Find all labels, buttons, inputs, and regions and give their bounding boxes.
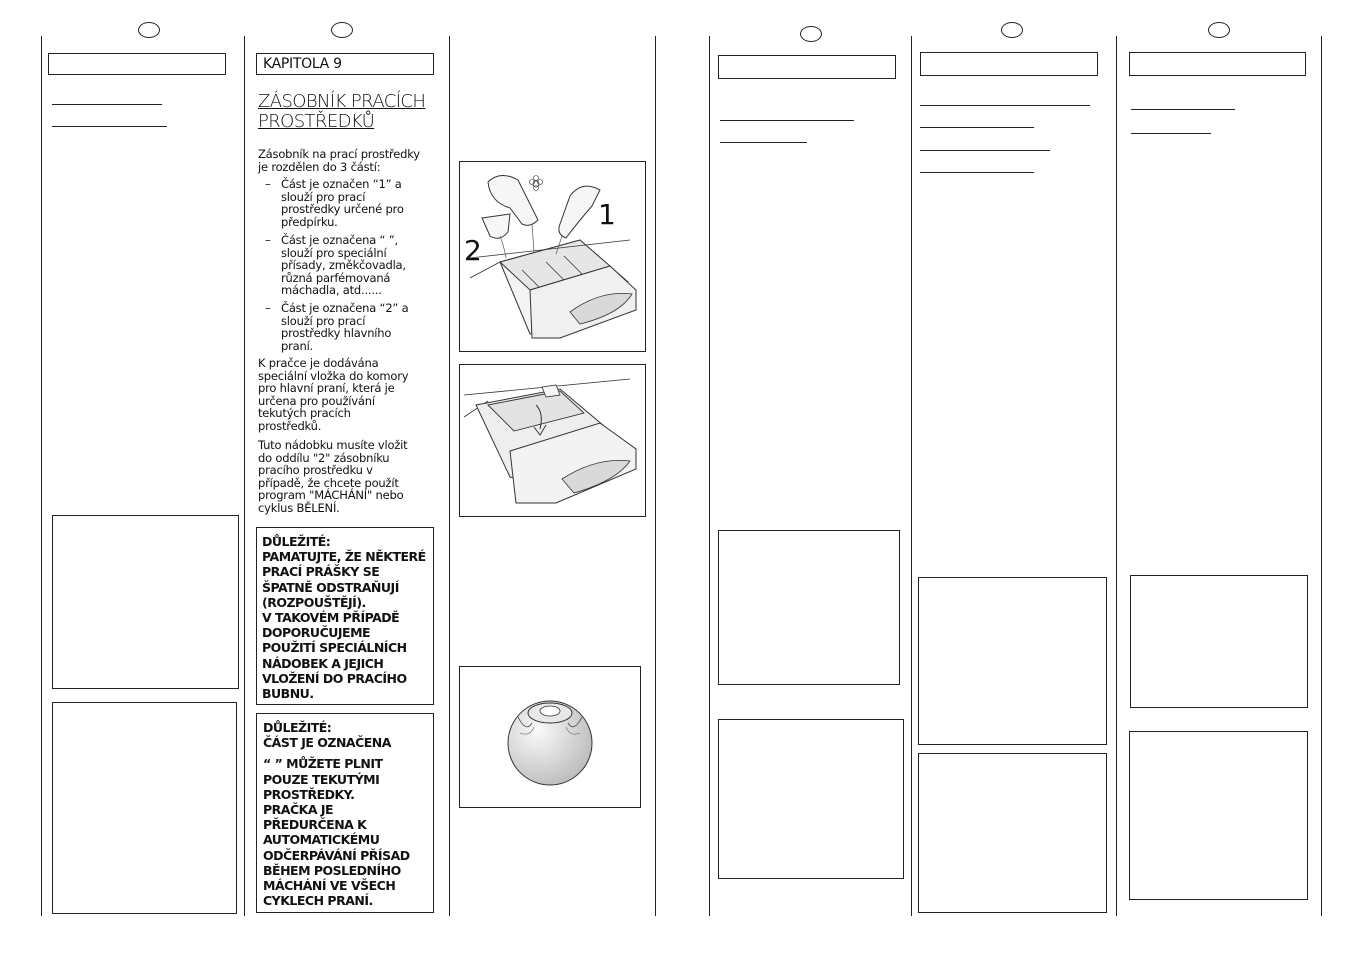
warning-line: DOPORUČUJEME xyxy=(262,625,371,641)
text-line: pracího prostředku v xyxy=(258,463,373,477)
warning-line: POUŽITÍ SPECIÁLNÍCH xyxy=(262,640,407,656)
warning-line: AUTOMATICKÉMU xyxy=(263,832,380,848)
heading-underline xyxy=(52,104,162,105)
text-line: slouží pro prací xyxy=(281,189,366,204)
dispenser-fill-illustration xyxy=(459,161,646,352)
page-marker xyxy=(1208,22,1230,38)
section-title xyxy=(258,92,448,132)
notice-box xyxy=(718,530,900,685)
warning-line: PAMATUJTE, ŽE NĚKTERÉ xyxy=(262,549,426,565)
column-divider xyxy=(655,36,656,916)
text-line: program "MÁCHÁNÍ" nebo xyxy=(258,488,404,502)
text-line: určena pro používání xyxy=(258,393,375,408)
dispenser-drawing xyxy=(460,162,644,350)
page-marker xyxy=(331,22,353,38)
heading-underline xyxy=(920,127,1034,128)
compartment-label-2: 2 xyxy=(464,234,482,267)
detergent-ball-icon xyxy=(460,667,640,807)
column-divider xyxy=(1321,36,1322,916)
heading-underline xyxy=(1131,133,1211,134)
warning-line: BĚHEM POSLEDNÍHO xyxy=(263,862,401,878)
text-line: různá parfémovaná xyxy=(281,270,391,285)
text-line: Část je označena “ ”, xyxy=(281,233,398,247)
text-line: případě, že chcete použít xyxy=(258,475,399,490)
text-line: tekutých pracích xyxy=(258,406,351,420)
notice-box xyxy=(52,702,237,914)
warning-line: PRAČKA JE xyxy=(263,802,334,818)
chapter-header-box xyxy=(920,52,1098,76)
section-title-line: ZÁSOBNÍK PRACÍCH xyxy=(258,91,426,112)
text-line: pro hlavní praní, která je xyxy=(258,381,395,395)
paragraph xyxy=(258,357,443,432)
warning-line: PROSTŘEDKY. xyxy=(263,786,355,802)
detergent-ball-illustration xyxy=(459,666,641,808)
compartment-label-1: 1 xyxy=(598,198,616,231)
column-divider xyxy=(709,36,710,916)
paragraph xyxy=(258,439,443,514)
notice-box xyxy=(918,753,1107,913)
column-divider xyxy=(1116,36,1117,916)
chapter-header-box xyxy=(48,53,226,75)
warning-line: POUZE TEKUTÝMI xyxy=(263,771,380,787)
column-divider xyxy=(41,36,42,916)
text-line: slouží pro prací xyxy=(281,313,366,328)
chapter-label: KAPITOLA 9 xyxy=(263,56,342,72)
warning-box xyxy=(256,527,434,705)
list-item xyxy=(265,234,440,300)
section-title-line: PROSTŘEDKŮ xyxy=(258,111,375,132)
text-line: přísady, změkčovadla, xyxy=(281,258,406,272)
text-line: je rozdělen do 3 částí: xyxy=(258,159,381,174)
text-line: Tuto nádobku musíte vložit xyxy=(258,438,408,452)
insert-drawing xyxy=(460,365,644,515)
text-line: K pračce je dodávána xyxy=(258,356,379,370)
text-line: speciální vložka do komory xyxy=(258,368,409,383)
notice-box xyxy=(918,577,1107,745)
warning-line: NÁDOBEK A JEJICH xyxy=(262,655,384,671)
warning-line: V TAKOVÉM PŘÍPADĚ xyxy=(262,610,400,626)
warning-line: BUBNU. xyxy=(262,686,314,702)
warning-line: MÁCHÁNÍ VE VŠECH xyxy=(263,878,396,894)
notice-box xyxy=(1129,731,1308,900)
warning-line: DŮLEŽITÉ: xyxy=(262,534,331,549)
list-item xyxy=(265,302,440,358)
text-line: cyklus BĚLENÍ. xyxy=(258,500,340,515)
notice-box xyxy=(52,515,239,689)
bullet-dash: – xyxy=(265,233,271,247)
warning-box xyxy=(256,713,434,913)
column-divider xyxy=(911,36,912,916)
heading-underline xyxy=(920,105,1090,106)
heading-underline xyxy=(920,150,1050,151)
text-line: Zásobník na prací prostředky xyxy=(258,147,420,161)
warning-line: ČÁST JE OZNAČENA xyxy=(263,735,391,751)
notice-box xyxy=(1130,575,1308,708)
heading-underline xyxy=(720,142,807,143)
text-line: máchadla, atd...... xyxy=(281,283,382,297)
column-divider xyxy=(244,36,245,916)
bullet-dash: – xyxy=(265,177,271,191)
heading-underline xyxy=(52,126,167,127)
page-marker xyxy=(800,26,822,42)
text-line: Část je označen “1” a xyxy=(281,177,402,191)
heading-underline xyxy=(920,172,1034,173)
text-line: praní. xyxy=(281,338,314,353)
text-line: prostředky hlavního xyxy=(281,326,392,340)
chapter-header-box xyxy=(718,55,896,79)
text-line: předpírku. xyxy=(281,214,338,229)
notice-box xyxy=(718,719,904,879)
warning-line: DŮLEŽITÉ: xyxy=(263,720,332,735)
warning-line: (ROZPOUŠTĚJÍ). xyxy=(262,594,366,610)
bullet-dash: – xyxy=(265,301,271,315)
warning-line: PŘEDURČENA K xyxy=(263,817,367,833)
list-item xyxy=(265,178,440,234)
text-line: Část je označena “2” a xyxy=(281,301,409,315)
heading-underline xyxy=(1131,109,1235,110)
text-line: prostředky určené pro xyxy=(281,202,404,216)
warning-line: PRACÍ PRÁŠKY SE xyxy=(262,564,380,580)
text-line: prostředků. xyxy=(258,418,322,433)
warning-line: ODČERPÁVÁNÍ PŘÍSAD xyxy=(263,847,410,863)
chapter-header-box xyxy=(256,53,434,75)
warning-line: VLOŽENÍ DO PRACÍHO xyxy=(262,670,407,686)
page-marker xyxy=(138,22,160,38)
liquid-insert-illustration xyxy=(459,364,646,517)
intro-text xyxy=(258,148,443,173)
chapter-header-box xyxy=(1129,52,1306,76)
heading-underline xyxy=(720,120,854,121)
text-line: do oddílu "2" zásobníku xyxy=(258,450,390,465)
warning-line: ŠPATNĚ ODSTRAŇUJÍ xyxy=(262,579,399,595)
text-line: slouží pro speciální xyxy=(281,245,387,260)
warning-line: “ ” MŮŽETE PLNIT xyxy=(263,756,383,772)
column-divider xyxy=(449,36,450,916)
warning-line: CYKLECH PRANÍ. xyxy=(263,893,373,909)
page-marker xyxy=(1001,22,1023,38)
